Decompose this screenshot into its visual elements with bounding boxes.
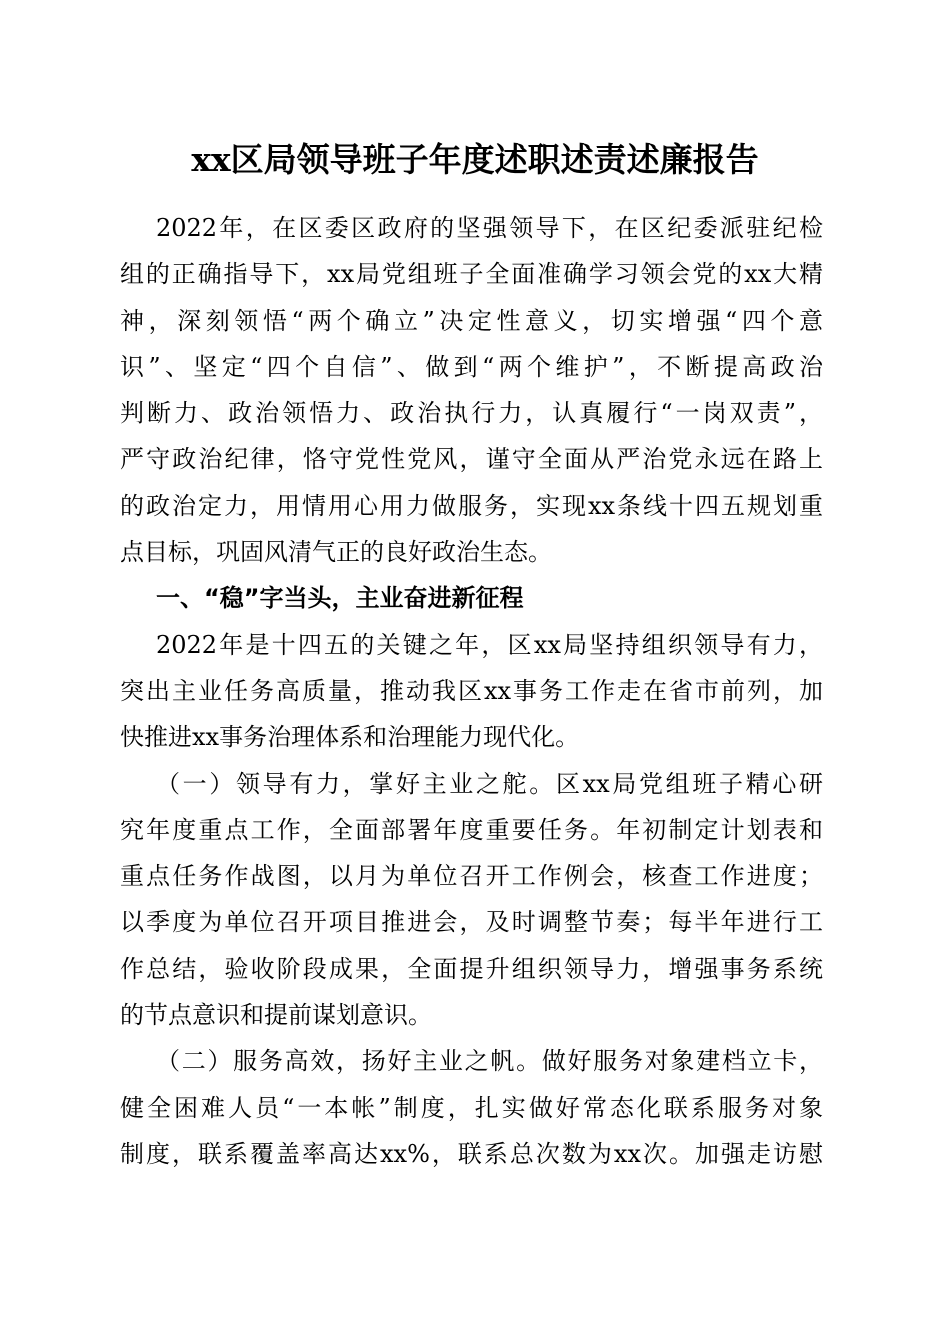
paragraph-line: 突出主业任务高质量，推动我区xx事务工作走在省市前列，加 xyxy=(120,676,823,705)
subsection-heading: （二）服务高效，扬好主业之帆。 xyxy=(156,1047,542,1076)
paragraph-line: 判断力、政治领悟力、政治执行力，认真履行“一岗双责”， xyxy=(120,399,823,428)
paragraph-line: 作总结，验收阶段成果，全面提升组织领导力，增强事务系统 xyxy=(120,954,823,983)
paragraph-line: 识”、坚定“四个自信”、做到“两个维护”，不断提高政治 xyxy=(120,352,823,381)
paragraph-line xyxy=(120,761,823,807)
paragraph-line: 组的正确指导下，xx局党组班子全面准确学习领会党的xx大精 xyxy=(120,260,823,289)
paragraph-line: 制度，联系覆盖率高达xx%，联系总次数为xx次。加强走访慰 xyxy=(120,1139,823,1168)
subsection-heading: （一）领导有力，掌好主业之舵。 xyxy=(156,769,556,798)
paragraph-line: 点目标，巩固风清气正的良好政治生态。 xyxy=(120,538,552,567)
paragraph-line: 2022年是十四五的关键之年，区xx局坚持组织领导有力， xyxy=(156,630,823,659)
paragraph-line: 健全困难人员“一本帐”制度，扎实做好常态化联系服务对象 xyxy=(120,1093,823,1122)
paragraph-text: 做好服务对象建档立卡， xyxy=(541,1047,823,1076)
paragraph-line: 的政治定力，用情用心用力做服务，实现xx条线十四五规划重 xyxy=(120,491,823,520)
paragraph-line: 究年度重点工作，全面部署年度重要任务。年初制定计划表和 xyxy=(120,815,823,844)
document-title: xx区局领导班子年度述职述责述廉报告 xyxy=(191,140,759,179)
paragraph-line: 严守政治纪律，恪守党性党风，谨守全面从严治党永远在路上 xyxy=(120,445,823,474)
paragraph-line: 以季度为单位召开项目推进会，及时调整节奏；每半年进行工 xyxy=(120,908,823,937)
paragraph-line: 神，深刻领悟“两个确立”决定性意义，切实增强“四个意 xyxy=(120,306,823,335)
paragraph-line: 2022年，在区委区政府的坚强领导下，在区纪委派驻纪检 xyxy=(156,214,823,242)
paragraph-line: 重点任务作战图，以月为单位召开工作例会，核查工作进度； xyxy=(120,862,823,891)
paragraph-line: 快推进xx事务治理体系和治理能力现代化。 xyxy=(120,723,580,752)
section-heading: 一、“稳”字当头，主业奋进新征程 xyxy=(156,584,524,613)
paragraph-text: 区xx局党组班子精心研 xyxy=(555,769,823,798)
document-body xyxy=(120,205,823,1177)
paragraph-line xyxy=(120,1038,823,1084)
paragraph-line: 的节点意识和提前谋划意识。 xyxy=(120,1001,432,1030)
